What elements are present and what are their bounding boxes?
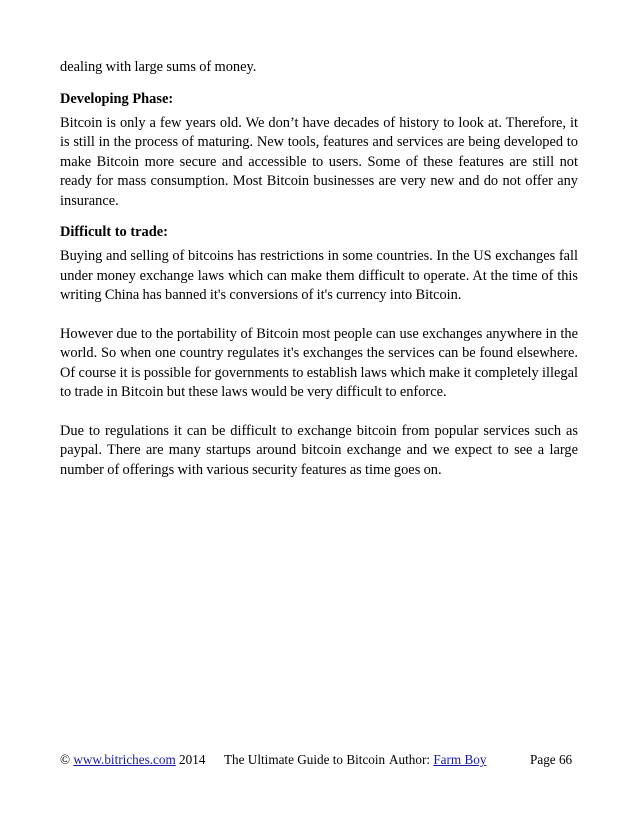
site-link[interactable]: www.bitriches.com xyxy=(73,752,176,767)
copyright-year: 2014 xyxy=(179,752,206,767)
developing-phase-paragraph: Bitcoin is only a few years old. We don’t have decades of history to look at. Therefore, it is still in the process of maturing. New tools, features and services are being developed to make Bitcoin more secure and accessible to users. Some of these features are still not ready for mass consumption. Most Bitcoin businesses are very new and do not offer any insurance. xyxy=(60,114,578,209)
section-heading-difficult-to-trade: Difficult to trade: xyxy=(60,224,168,240)
page-number: 66 xyxy=(558,752,573,767)
difficult-to-trade-paragraph-2: However due to the portability of Bitcoin most people can use exchanges anywhere in the world. So when one country regulates it's exchanges the services can be found elsewhere. Of course it is possible for governments to establish laws which make it completely illegal to trade in Bitcoin but these laws would be very difficult to enforce. xyxy=(60,325,578,400)
page-footer xyxy=(60,751,580,769)
intro-paragraph: dealing with large sums of money. xyxy=(60,59,257,75)
footer-copyright xyxy=(60,751,205,769)
copyright-symbol: © xyxy=(60,752,71,767)
footer-author xyxy=(389,751,486,769)
difficult-to-trade-paragraph-1: Buying and selling of bitcoins has restrictions in some countries. In the US exchanges fall under money exchange laws which can make them difficult to operate. At the time of this writing China has banned it's conversions of it's currency into Bitcoin. xyxy=(60,248,578,303)
author-link[interactable]: Farm Boy xyxy=(433,752,487,767)
page-body xyxy=(60,58,578,480)
section-heading-developing-phase: Developing Phase: xyxy=(60,90,174,107)
footer-book-title: The Ultimate Guide to Bitcoin xyxy=(224,752,386,767)
difficult-to-trade-paragraph-3: Due to regulations it can be difficult to exchange bitcoin from popular services such as paypal. There are many startups around bitcoin exchange and we expect to see a large number of offerings with various security features as time goes on. xyxy=(60,422,578,478)
page-label: Page xyxy=(530,752,556,767)
footer-page-number xyxy=(530,751,572,769)
author-label: Author: xyxy=(389,752,431,767)
